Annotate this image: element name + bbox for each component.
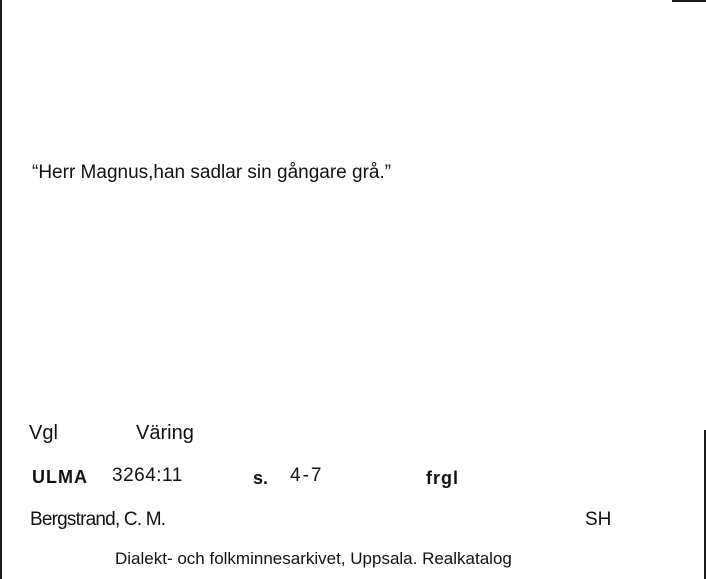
pages-range: 4-7 (290, 465, 324, 486)
song-title: “Herr Magnus,han sadlar sin gångare grå.” (32, 162, 392, 183)
cataloger-initials: SH (585, 509, 612, 530)
archive-number: 3264:11 (112, 465, 183, 486)
reference-prefix: Vgl (29, 422, 58, 444)
card-top-right-border (672, 0, 706, 2)
card-left-border (0, 0, 2, 579)
record-type: frgl (426, 468, 459, 488)
reference-term: Väring (136, 422, 194, 444)
archive-footer: Dialekt- och folkminnesarkivet, Uppsala. Realkatalog (115, 549, 512, 568)
author-name: Bergstrand, C. M. (30, 509, 166, 530)
archive-code: ULMA (32, 467, 88, 487)
pages-label: s. (253, 468, 269, 488)
